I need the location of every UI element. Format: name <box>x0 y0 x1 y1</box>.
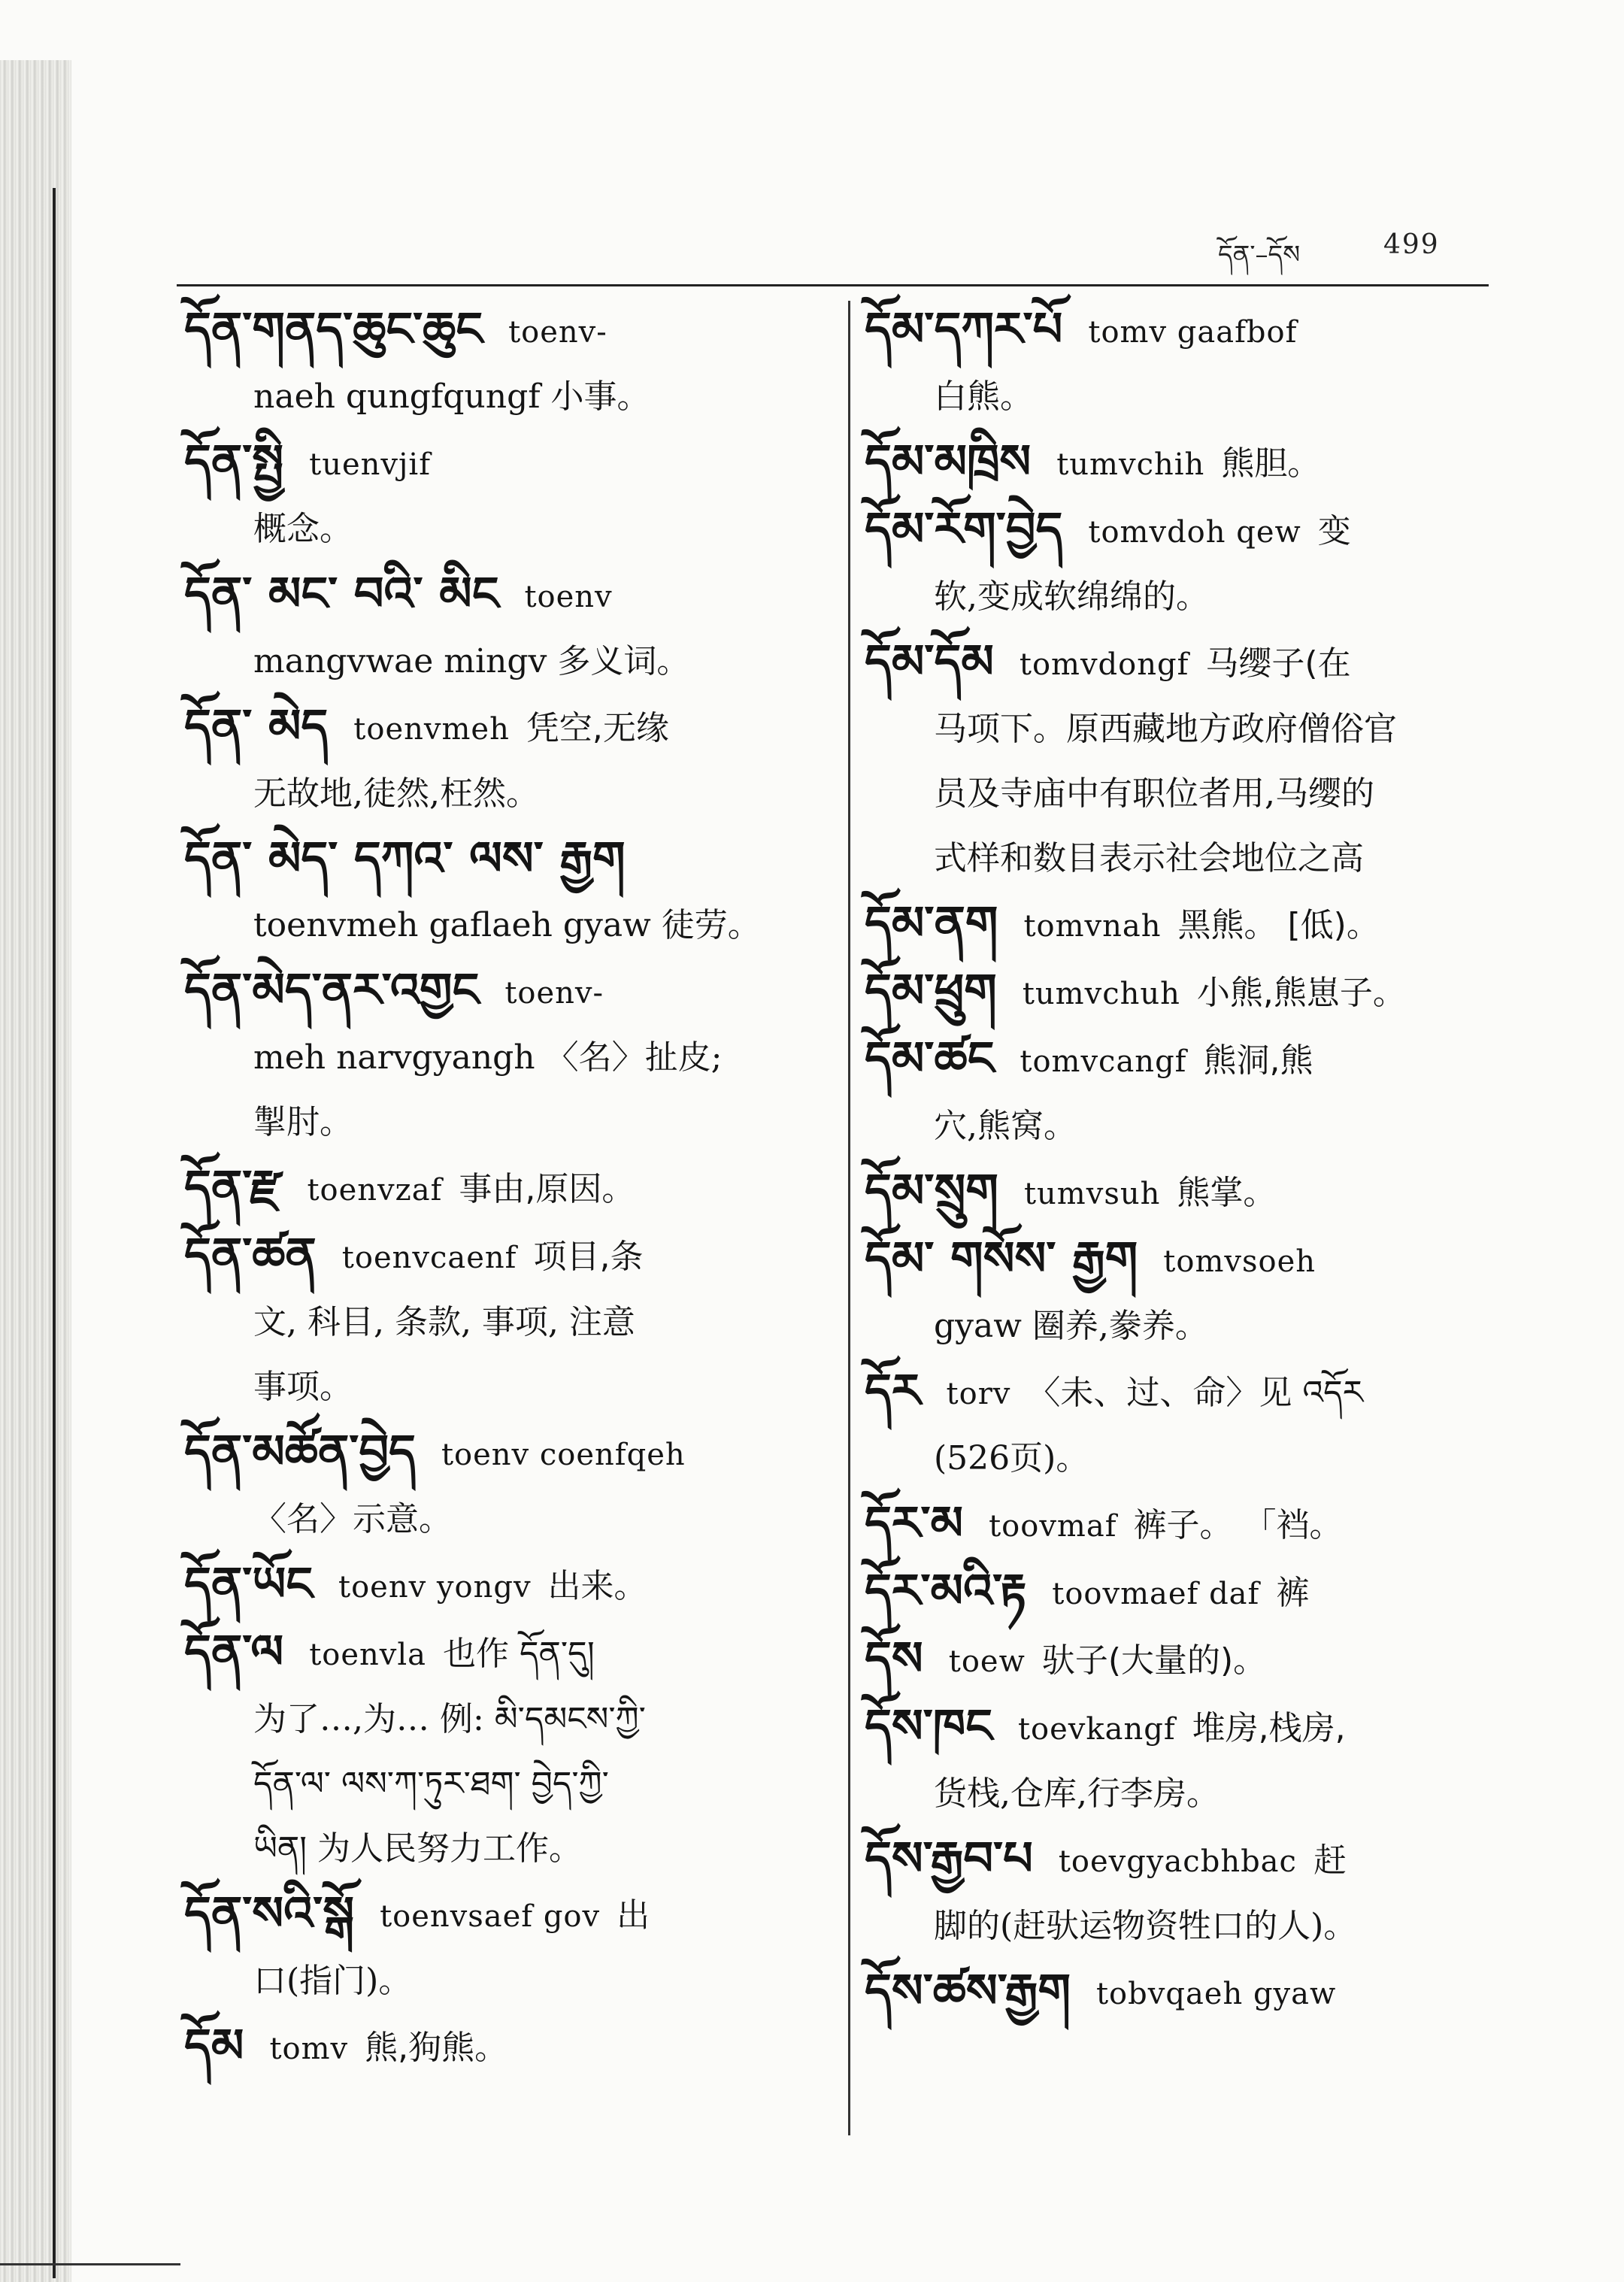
definition-text: 赶 <box>1313 1841 1347 1880</box>
definition-line: (526页)。 <box>934 1439 1089 1477</box>
entry-headline <box>865 959 1504 1026</box>
romanization: toenv <box>524 580 613 614</box>
tibetan-headword: དོམ་རོག་བྱེད <box>865 502 1063 556</box>
bottom-edge-rule <box>0 2263 180 2265</box>
definition-line: 员及寺庙中有职位者用,马缨的 <box>934 774 1374 813</box>
romanization: toovmaef daf <box>1052 1577 1260 1611</box>
definition-line: 文, 科目, 条款, 事项, 注意 <box>253 1303 635 1341</box>
entry-headline <box>184 429 816 497</box>
tibetan-headword: དོས་ཁང <box>865 1699 992 1753</box>
entry-headline <box>865 1694 1504 1762</box>
definition-line: ཡིན། 为人民努力工作。 <box>253 1829 583 1868</box>
definition-line: naeh qungfqungf 小事。 <box>253 377 650 416</box>
tibetan-headword: དོས་རྒྱབ་པ <box>865 1831 1033 1886</box>
dictionary-entry <box>184 826 816 958</box>
entry-headline <box>184 1155 816 1223</box>
romanization: toenv- <box>508 315 607 350</box>
definition-line: 掣肘。 <box>253 1103 353 1141</box>
tibetan-headword: དོམ་ནག <box>865 896 998 950</box>
dictionary-entry <box>184 1155 816 1223</box>
romanization: toenvsaef gov <box>380 1899 601 1934</box>
romanization: toenv coenfqeh <box>441 1438 686 1472</box>
page-number: 499 <box>1383 229 1440 260</box>
dictionary-entry <box>865 1559 1504 1626</box>
entry-headline <box>865 1026 1504 1094</box>
definition-text: 熊胆。 <box>1221 444 1321 483</box>
entry-headline <box>865 1559 1504 1626</box>
tibetan-headword: དོན་རྫ <box>184 1159 282 1214</box>
definition-line: 事项。 <box>253 1368 353 1406</box>
dictionary-entry <box>865 1359 1504 1491</box>
definition-line: 货栈,仓库,行李房。 <box>934 1774 1220 1813</box>
definition-line: 为了…,为… 例: མི་དམངས་ཀྱི་ <box>253 1700 646 1738</box>
romanization: toovmaf <box>989 1509 1117 1544</box>
entry-headline <box>184 826 816 893</box>
tibetan-headword: དོམ་ཕྲུག <box>865 963 997 1018</box>
romanization: toenvcaenf <box>341 1241 517 1275</box>
definition-line: toenvmeh gaflaeh gyaw 徒劳。 <box>253 906 761 944</box>
tibetan-headword: དོན་ཡོང <box>184 1556 313 1611</box>
entry-headline <box>865 1491 1504 1559</box>
definition-text: 〈未、过、命〉见 འདོར <box>1027 1374 1363 1412</box>
entry-headline <box>184 1223 816 1290</box>
tibetan-headword: དོམ་ཚང <box>865 1031 995 1086</box>
dictionary-entry <box>865 429 1504 497</box>
definition-text: 出 <box>617 1896 650 1935</box>
dictionary-entry <box>865 297 1504 429</box>
tibetan-headword: དོན་ལ <box>184 1624 284 1679</box>
dictionary-entry <box>865 1694 1504 1826</box>
dictionary-entry <box>184 1620 816 1881</box>
dictionary-entry <box>865 1959 1504 2026</box>
romanization: torv <box>946 1377 1011 1411</box>
tibetan-headword: དོན་མེད་ནར་འགྱང <box>184 962 480 1017</box>
dictionary-entry <box>865 1491 1504 1559</box>
tibetan-headword: དོམ་སྲུག <box>865 1163 998 1218</box>
romanization: tumvsuh <box>1023 1177 1161 1211</box>
definition-line: 式样和数目表示社会地位之高 <box>934 839 1364 877</box>
tibetan-headword: དོམ་ གསོས་ རྒྱག <box>865 1231 1138 1286</box>
entry-headline <box>184 297 816 365</box>
definition-text: 黑熊。 [低)。 <box>1177 906 1380 944</box>
left-column <box>184 297 816 2081</box>
definition-text: 出来。 <box>547 1567 647 1605</box>
definition-text: 堆房,栈房, <box>1192 1709 1346 1747</box>
tibetan-headword: དོན་སྤྱི <box>184 434 284 489</box>
dictionary-entry <box>865 497 1504 629</box>
dictionary-entry <box>184 562 816 694</box>
romanization: tumvchuh <box>1022 977 1180 1011</box>
entry-headline <box>865 1826 1504 1894</box>
tibetan-headword: དོམ <box>184 2018 244 2073</box>
romanization: toew <box>948 1644 1026 1679</box>
definition-text: 项目,条 <box>533 1238 644 1276</box>
dictionary-entry <box>865 1226 1504 1359</box>
definition-text: 小熊,熊崽子。 <box>1196 974 1406 1012</box>
column-divider <box>848 301 850 2135</box>
definition-line: 口(指门)。 <box>253 1962 412 2000</box>
definition-text: 也作 དོན་དུ། <box>443 1635 595 1673</box>
entry-headline <box>865 1226 1504 1294</box>
romanization: tomvnah <box>1023 909 1162 944</box>
definition-line: 无故地,徒然,枉然。 <box>253 774 539 813</box>
entry-headline <box>865 1159 1504 1226</box>
definition-text: 裤子。 「裆。 <box>1133 1506 1343 1544</box>
romanization: tomvdoh qew <box>1088 515 1301 550</box>
tibetan-headword: དོན་མཚོན་བྱེད <box>184 1424 416 1479</box>
definition-text: 变 <box>1317 512 1351 550</box>
entry-headline <box>184 562 816 629</box>
entry-headline <box>184 694 816 762</box>
romanization: tomvcangf <box>1020 1044 1187 1079</box>
definition-line: 脚的(赶驮运物资牲口的人)。 <box>934 1907 1357 1945</box>
entry-headline <box>184 1420 816 1487</box>
romanization: tobvqaeh gyaw <box>1095 1977 1337 2011</box>
entry-headline <box>184 958 816 1026</box>
definition-line: 〈名〉示意。 <box>253 1500 452 1538</box>
definition-line: gyaw 圈养,豢养。 <box>934 1307 1208 1345</box>
definition-text: 凭空,无缘 <box>526 709 669 747</box>
romanization: tomv gaafbof <box>1088 315 1298 350</box>
dictionary-entry <box>865 1026 1504 1159</box>
tibetan-headword: དོར་མ <box>865 1496 964 1550</box>
tibetan-headword: དོས <box>865 1631 923 1686</box>
romanization: toevgyacbhbac <box>1058 1844 1297 1879</box>
tibetan-headword: དོན་ མེད <box>184 699 329 753</box>
tibetan-headword: དོན་ མེད་ དཀའ་ ལས་ རྒྱག <box>184 831 626 886</box>
tibetan-headword: དོས་ཚས་རྒྱག <box>865 1963 1071 2018</box>
dictionary-entry <box>865 1826 1504 1959</box>
dictionary-entry <box>184 1552 816 1620</box>
header-rule <box>177 284 1489 286</box>
running-head: དོན་–དོས <box>1218 240 1301 270</box>
romanization: tomvdongf <box>1019 647 1189 682</box>
romanization: toenvzaf <box>307 1173 443 1208</box>
entry-headline <box>184 1620 816 1687</box>
dictionary-entry <box>184 1223 816 1420</box>
tibetan-headword: དོན་ མང་ བའི་ མིང <box>184 566 499 621</box>
entry-headline <box>865 1359 1504 1426</box>
entry-headline <box>184 1881 816 1949</box>
definition-line: 概念。 <box>253 510 353 548</box>
tibetan-headword: དོན་གནད་ཆུང་ཆུང <box>184 302 483 356</box>
dictionary-entry <box>184 297 816 429</box>
dictionary-entry <box>865 891 1504 959</box>
definition-line: meh narvgyangh 〈名〉扯皮; <box>253 1038 723 1077</box>
definition-text: 熊,狗熊。 <box>365 2029 508 2067</box>
tibetan-headword: དོམ་དོམ <box>865 634 994 689</box>
tibetan-headword: དོམ་དཀར་པོ <box>865 302 1063 356</box>
definition-line: 软,变成软绵绵的。 <box>934 577 1209 616</box>
tibetan-headword: དོར་མའི་རྟ <box>865 1563 1027 1618</box>
dictionary-entry <box>865 1626 1504 1694</box>
entry-headline <box>865 497 1504 565</box>
dictionary-entry <box>865 959 1504 1026</box>
dictionary-entry <box>865 1159 1504 1226</box>
tibetan-headword: དོམ་མཁྲིས <box>865 434 1032 489</box>
romanization: toenv yongv <box>338 1570 532 1605</box>
romanization: toenvmeh <box>353 712 510 747</box>
romanization: tomvsoeh <box>1163 1244 1316 1279</box>
entry-headline <box>865 629 1504 697</box>
romanization: toenv- <box>504 976 604 1011</box>
definition-line: mangvwae mingv 多义词。 <box>253 642 690 680</box>
romanization: tumvchih <box>1056 447 1205 482</box>
definition-line: 白熊。 <box>934 377 1033 416</box>
romanization: toevkangf <box>1017 1712 1176 1747</box>
entry-headline <box>865 1626 1504 1694</box>
tibetan-headword: དོན་སའི་སྒོ <box>184 1886 355 1941</box>
entry-headline <box>865 297 1504 365</box>
entry-headline <box>184 1552 816 1620</box>
dictionary-entry <box>184 429 816 562</box>
tibetan-headword: དོར <box>865 1363 921 1418</box>
dictionary-entry <box>184 1420 816 1552</box>
definition-line: དོན་ལ་ ལས་ཀ་ཏུར་ཐག་ བྱེད་ཀྱི་ <box>253 1765 609 1803</box>
definition-text: 裤 <box>1276 1574 1310 1612</box>
dictionary-entry <box>184 2014 816 2081</box>
entry-headline <box>184 2014 816 2081</box>
definition-line: 穴,熊窝。 <box>934 1107 1077 1145</box>
definition-text: 熊掌。 <box>1177 1174 1277 1212</box>
definition-text: 驮子(大量的)。 <box>1041 1641 1267 1680</box>
entry-headline <box>865 429 1504 497</box>
right-column <box>865 297 1504 2026</box>
definition-text: 马缨子(在 <box>1205 644 1351 683</box>
entry-headline <box>865 891 1504 959</box>
definition-text: 熊洞,熊 <box>1203 1041 1313 1080</box>
dictionary-entry <box>865 629 1504 891</box>
book-binding-edge <box>0 60 71 2282</box>
romanization: tomv <box>269 2032 349 2066</box>
dictionary-entry <box>184 694 816 826</box>
dictionary-entry <box>184 958 816 1155</box>
entry-headline <box>865 1959 1504 2026</box>
romanization: toenvla <box>309 1638 427 1672</box>
dictionary-entry <box>184 1881 816 2014</box>
binding-line <box>53 188 56 2278</box>
romanization: tuenvjif <box>309 447 431 482</box>
definition-text: 事由,原因。 <box>459 1170 635 1208</box>
tibetan-headword: དོན་ཚན <box>184 1227 317 1282</box>
definition-line: 马项下。原西藏地方政府僧俗官 <box>934 710 1397 748</box>
